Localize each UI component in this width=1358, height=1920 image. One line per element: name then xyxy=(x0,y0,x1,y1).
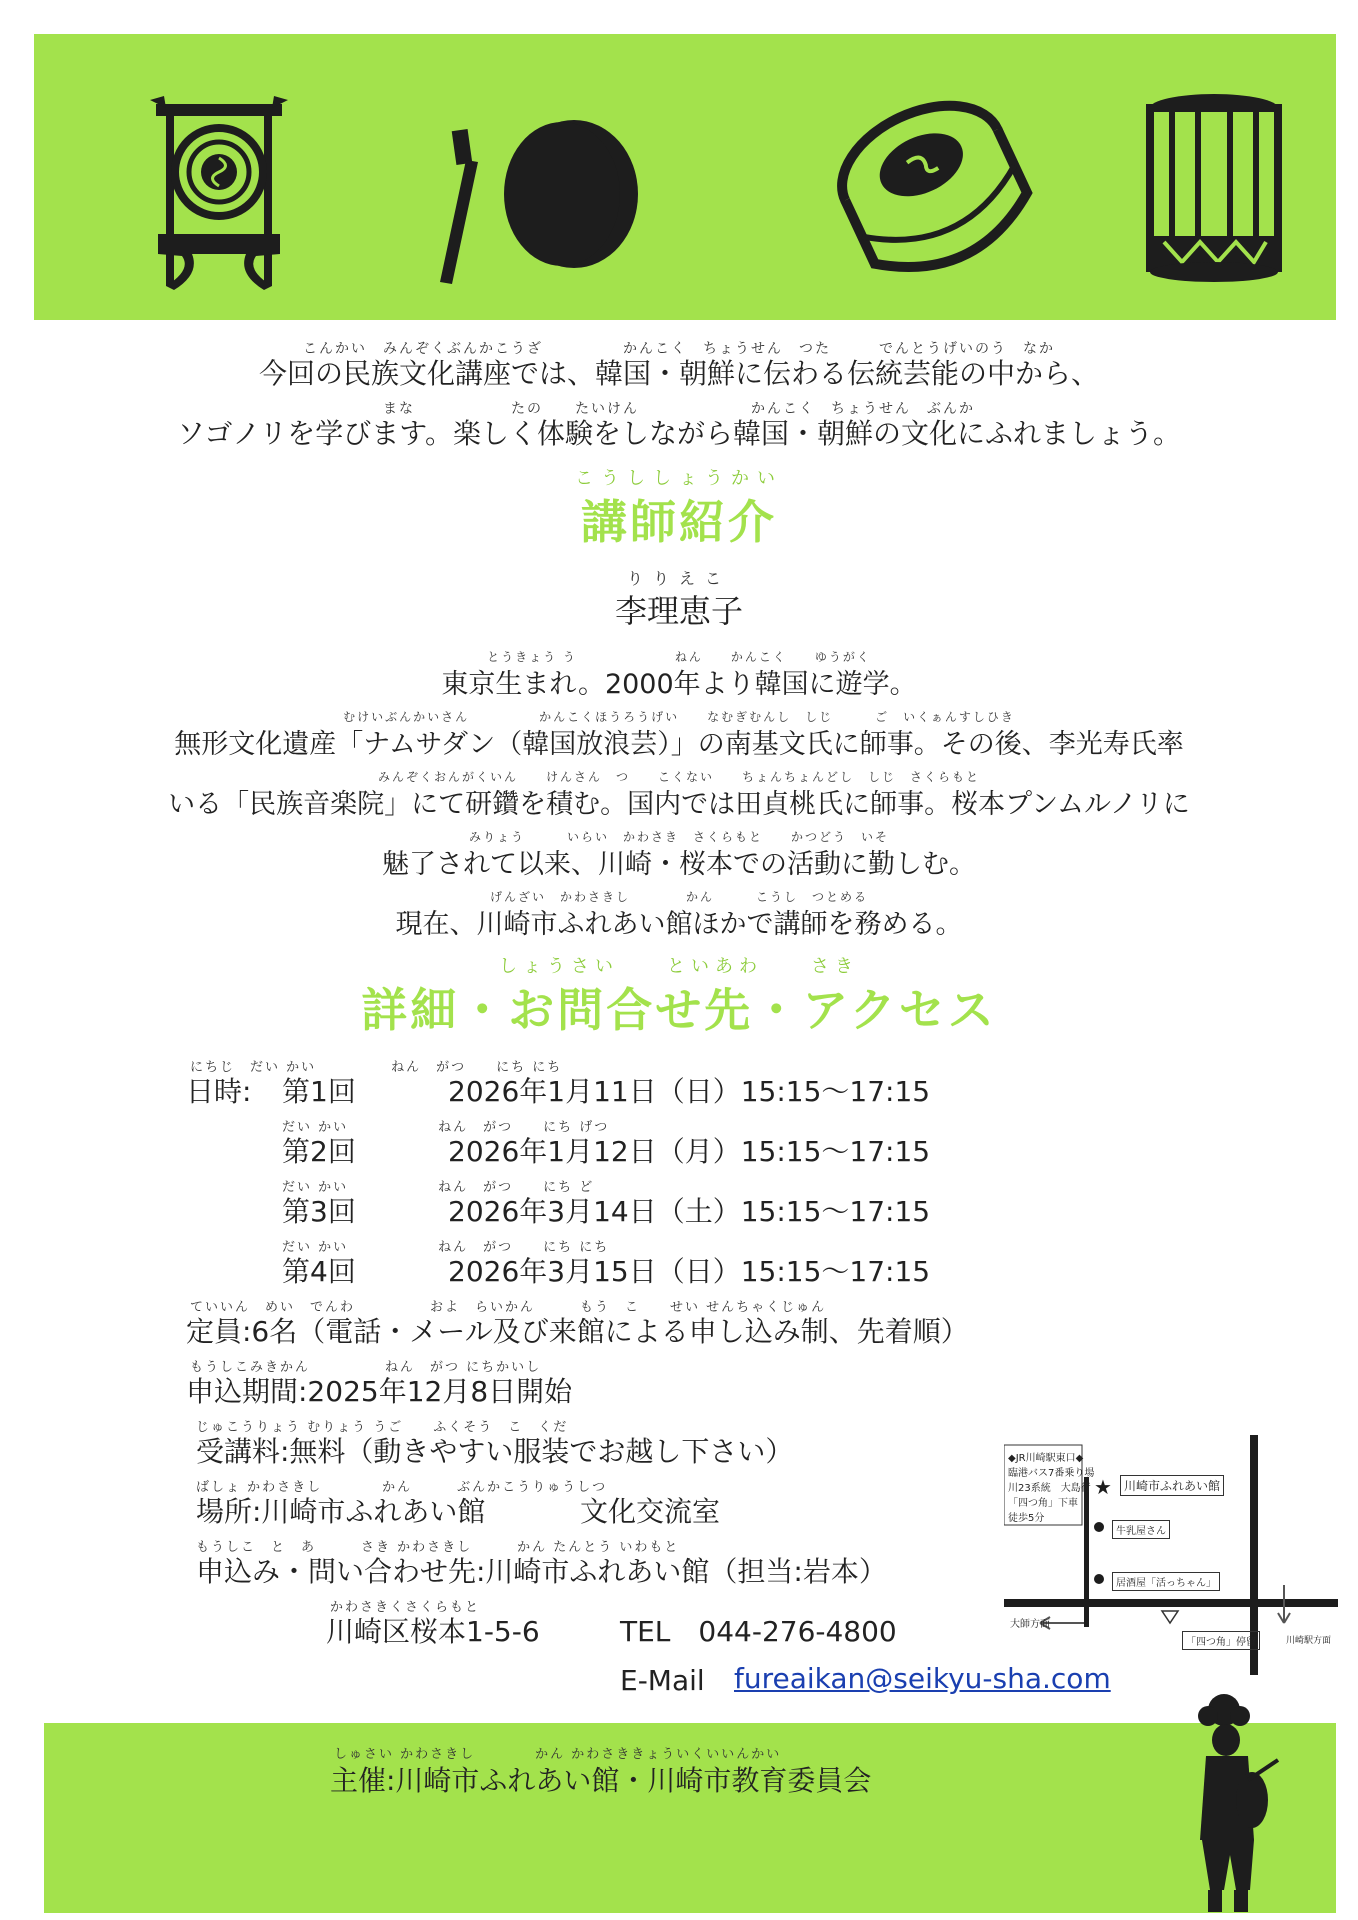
contact-ruby: もうしこ と あ さき かわさきし かん たんとう いわもと xyxy=(196,1540,680,1555)
map-daishi-label: 大師方面 xyxy=(1010,1619,1050,1630)
fee-ruby: じゅこうりょう むりょう うご ふくそう こ くだ xyxy=(196,1420,569,1435)
map-yotsukado-label: 「四つ角」停留 xyxy=(1182,1631,1260,1650)
bio-line-2: 無形文化遺産「ナムサダン（韓国放浪芸）」の南基文氏に師事。その後、李光寿氏率 xyxy=(174,729,1184,760)
session-1-date: 2026年1月11日（日）15:15～17:15 xyxy=(448,1075,931,1108)
datetime-ruby: にちじ だい かい ねん がつ にち にち xyxy=(190,1060,563,1075)
intro-line-1: 今回の民族文化講座では、韓国・朝鮮に伝わる伝統芸能の中から、 xyxy=(258,357,1099,390)
session-3-ruby: だい かい ねん がつ にち ど xyxy=(282,1180,595,1195)
footer-ruby: しゅさい かわさきし かん かわさききょういくいいんかい xyxy=(334,1747,782,1762)
map-direction-3: 川23系統 大島行 xyxy=(1008,1483,1091,1494)
svg-text:★: ★ xyxy=(1094,1475,1112,1499)
instructor-name-ruby: りりえこ xyxy=(626,569,731,588)
dancer-silhouette-icon xyxy=(1182,1690,1292,1916)
footer-banner xyxy=(44,1723,1336,1913)
address-text: 川崎区桜本1-5-6 xyxy=(326,1615,540,1648)
fee-text: 受講料:無料（動きやすい服装でお越し下さい） xyxy=(196,1435,794,1468)
bio-ruby-2: むけいぶんかいさん かんこくほうろうげい なむぎむんし しじ ご いくぁんすしひき xyxy=(343,710,1015,724)
map-direction-4: 「四つ角」下車 xyxy=(1008,1498,1078,1509)
contact-text: 申込み・問い合わせ先:川崎市ふれあい館（担当:岩本） xyxy=(196,1555,887,1588)
map-izakaya-label: 居酒屋「活っちゃん」 xyxy=(1112,1572,1220,1591)
session-4-date: 2026年3月15日（日）15:15～17:15 xyxy=(448,1255,931,1288)
intro-ruby-2: まな たの たいけん かんこく ちょうせん ぶんか xyxy=(383,401,975,417)
bio-ruby-5: げんざい かわさきし かん こうし つとめる xyxy=(489,890,868,904)
instructor-heading: 講師紹介 xyxy=(581,495,777,549)
instructor-heading-ruby: こうししょうかい xyxy=(575,468,783,489)
bio-line-4: 魅了されて以来、川崎・桜本での活動に勤しむ。 xyxy=(382,849,976,880)
email-label: E-Mail xyxy=(620,1664,705,1697)
access-map xyxy=(1004,1435,1338,1675)
place-room: 文化交流室 xyxy=(580,1495,721,1528)
footer-organizer: 主催:川崎市ふれあい館・川崎市教育委員会 xyxy=(330,1764,872,1797)
tel-text: TEL 044-276-4800 xyxy=(620,1615,897,1648)
datetime-label: 日時: xyxy=(186,1075,252,1108)
session-1-label: 第1回 xyxy=(282,1075,356,1108)
map-direction-1: ◆JR川崎駅東口◆ xyxy=(1008,1453,1084,1464)
capacity-ruby: ていいん めい でんわ およ らいかん もう こ せい せんちゃくじゅん xyxy=(190,1300,827,1315)
janggu-drum-icon xyxy=(1142,90,1286,286)
bio-ruby-1: とうきょう う ねん かんこく ゆうがく xyxy=(487,650,871,664)
map-gyunyu-label: 牛乳屋さん xyxy=(1112,1520,1170,1539)
session-4-ruby: だい かい ねん がつ にち にち xyxy=(282,1240,610,1255)
session-4-label: 第4回 xyxy=(282,1255,356,1288)
capacity-text: 定員:6名（電話・メール及び来館による申し込み制、先着順） xyxy=(186,1315,969,1348)
instructor-name: 李理恵子 xyxy=(614,592,743,630)
map-kawasaki-station-label: 川崎駅方面 xyxy=(1286,1636,1332,1646)
session-2-date: 2026年1月12日（月）15:15～17:15 xyxy=(448,1135,931,1168)
bio-line-3: いる「民族音楽院」にて研鑽を積む。国内では田貞桃氏に師事。桜本プンムルノリに xyxy=(168,789,1190,820)
intro-ruby-1: こんかい みんぞくぶんかこうざ かんこく ちょうせん つた でんとうげいのう なか xyxy=(303,341,1055,357)
bio-ruby-3: みんぞくおんがくいん けんさん つ こくない ちょんちょんどし しじ さくらもと xyxy=(377,770,980,784)
place-ruby: ばしょ かわさきし かん ぶんかこうりゅうしつ xyxy=(196,1480,608,1495)
jing-gong-icon xyxy=(146,94,292,290)
details-heading: 詳細・お問合せ先・アクセス xyxy=(361,983,997,1037)
period-ruby: もうしこみきかん ねん がつ にちかいし xyxy=(190,1360,542,1375)
map-direction-2: 臨港バス7番乗り場 xyxy=(1008,1468,1095,1479)
bio-ruby-4: みりょう いらい かわさき さくらもと かつどう いそ xyxy=(468,830,889,844)
session-3-date: 2026年3月14日（土）15:15～17:15 xyxy=(448,1195,931,1228)
header-banner xyxy=(34,34,1336,320)
sogo-drum-with-stick-icon xyxy=(414,114,644,294)
address-ruby: かわさきくさくらもと xyxy=(330,1600,481,1615)
map-direction-5: 徒歩5分 xyxy=(1008,1513,1045,1524)
session-2-ruby: だい かい ねん がつ にち げつ xyxy=(282,1120,610,1135)
map-fureaikan-label: 川崎市ふれあい館 xyxy=(1120,1475,1224,1496)
place-text: 場所:川崎市ふれあい館 xyxy=(196,1495,486,1528)
intro-line-2: ソゴノリを学びます。楽しく体験をしながら韓国・朝鮮の文化にふれましょう。 xyxy=(176,417,1182,450)
session-3-label: 第3回 xyxy=(282,1195,356,1228)
bio-line-5: 現在、川崎市ふれあい館ほかで講師を務める。 xyxy=(395,909,963,940)
bio-line-1: 東京生まれ。2000年より韓国に遊学。 xyxy=(441,669,917,700)
period-text: 申込期間:2025年12月8日開始 xyxy=(186,1375,573,1408)
email-link[interactable]: fureaikan@seikyu-sha.com xyxy=(734,1662,1111,1695)
details-heading-ruby: しょうさい といあわ さき xyxy=(499,956,859,977)
session-2-label: 第2回 xyxy=(282,1135,356,1168)
buk-drum-icon xyxy=(834,92,1034,292)
